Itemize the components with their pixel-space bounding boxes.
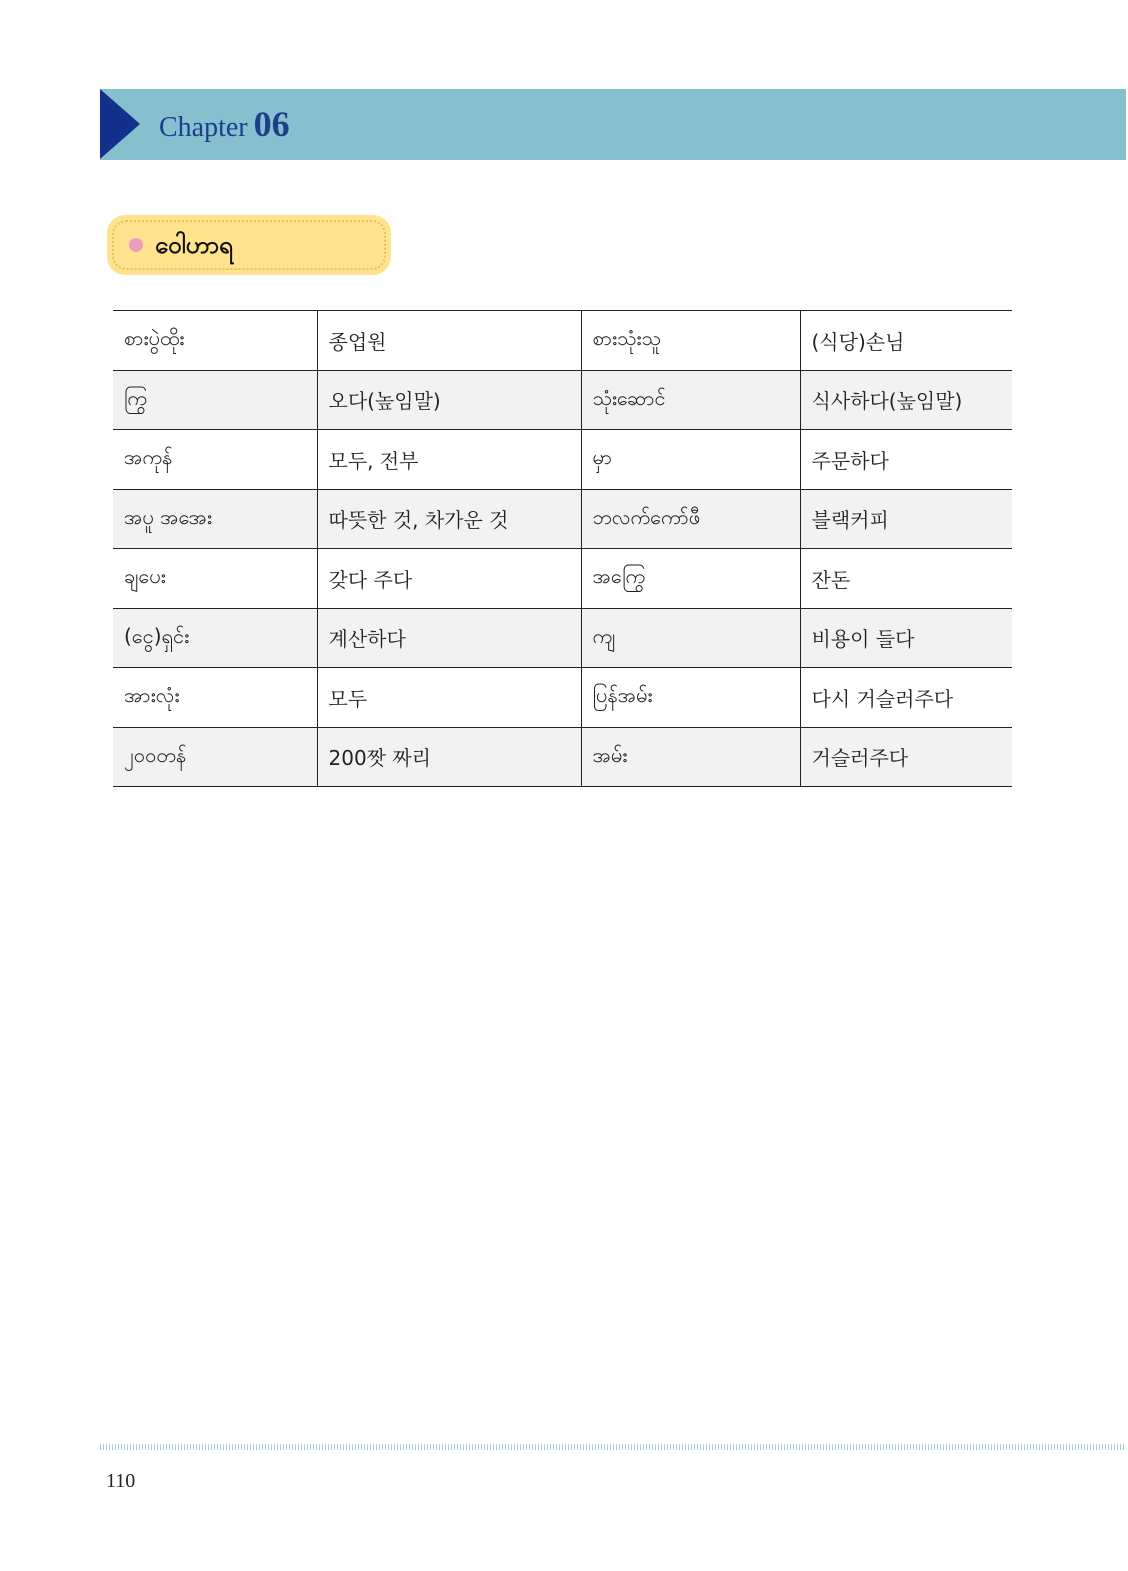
korean-meaning: 종업원 <box>317 311 581 371</box>
myanmar-word: ပြန်အမ်း <box>581 668 800 728</box>
table-row <box>113 430 1012 490</box>
vocabulary-table <box>113 310 1012 787</box>
table-row <box>113 549 1012 609</box>
vocabulary-heading <box>107 215 391 275</box>
vocabulary-heading-title: ဝေါဟာရ <box>155 231 233 259</box>
korean-meaning: (식당)손님 <box>800 311 1012 371</box>
myanmar-word: (ငွေ)ရှင်း <box>113 608 317 668</box>
korean-meaning: 모두 <box>317 668 581 728</box>
myanmar-word: ကြွ <box>113 370 317 430</box>
myanmar-word: ၂၀၀တန် <box>113 727 317 787</box>
table-row <box>113 311 1012 371</box>
korean-meaning: 비용이 들다 <box>800 608 1012 668</box>
korean-meaning: 블랙커피 <box>800 489 1012 549</box>
page-number: 110 <box>106 1470 136 1492</box>
myanmar-word: ချပေး <box>113 549 317 609</box>
myanmar-word: အားလုံး <box>113 668 317 728</box>
korean-meaning: 오다(높임말) <box>317 370 581 430</box>
chapter-arrow-icon <box>100 89 140 159</box>
korean-meaning: 주문하다 <box>800 430 1012 490</box>
korean-meaning: 갖다 주다 <box>317 549 581 609</box>
chapter-header <box>100 89 1126 160</box>
table-row <box>113 370 1012 430</box>
korean-meaning: 식사하다(높임말) <box>800 370 1012 430</box>
korean-meaning: 모두, 전부 <box>317 430 581 490</box>
bullet-dot-icon <box>129 238 143 252</box>
myanmar-word: အမ်း <box>581 727 800 787</box>
table-row <box>113 668 1012 728</box>
myanmar-word: သုံးဆောင် <box>581 370 800 430</box>
myanmar-word: ဘလက်ကော်ဖီ <box>581 489 800 549</box>
korean-meaning: 200짯 짜리 <box>317 727 581 787</box>
korean-meaning: 잔돈 <box>800 549 1012 609</box>
myanmar-word: အကြွေ <box>581 549 800 609</box>
table-row <box>113 489 1012 549</box>
korean-meaning: 다시 거슬러주다 <box>800 668 1012 728</box>
myanmar-word: ကျ <box>581 608 800 668</box>
vocabulary-heading-border <box>112 220 386 270</box>
myanmar-word: မှာ <box>581 430 800 490</box>
table-row <box>113 727 1012 787</box>
myanmar-word: အပူ အအေး <box>113 489 317 549</box>
korean-meaning: 따뜻한 것, 차가운 것 <box>317 489 581 549</box>
myanmar-word: စားသုံးသူ <box>581 311 800 371</box>
myanmar-word: စားပွဲထိုး <box>113 311 317 371</box>
chapter-number: 06 <box>253 104 290 144</box>
myanmar-word: အကုန် <box>113 430 317 490</box>
table-row <box>113 608 1012 668</box>
korean-meaning: 계산하다 <box>317 608 581 668</box>
chapter-title <box>159 103 290 145</box>
footer-divider <box>100 1444 1126 1450</box>
korean-meaning: 거슬러주다 <box>800 727 1012 787</box>
chapter-word: Chapter <box>159 112 248 143</box>
